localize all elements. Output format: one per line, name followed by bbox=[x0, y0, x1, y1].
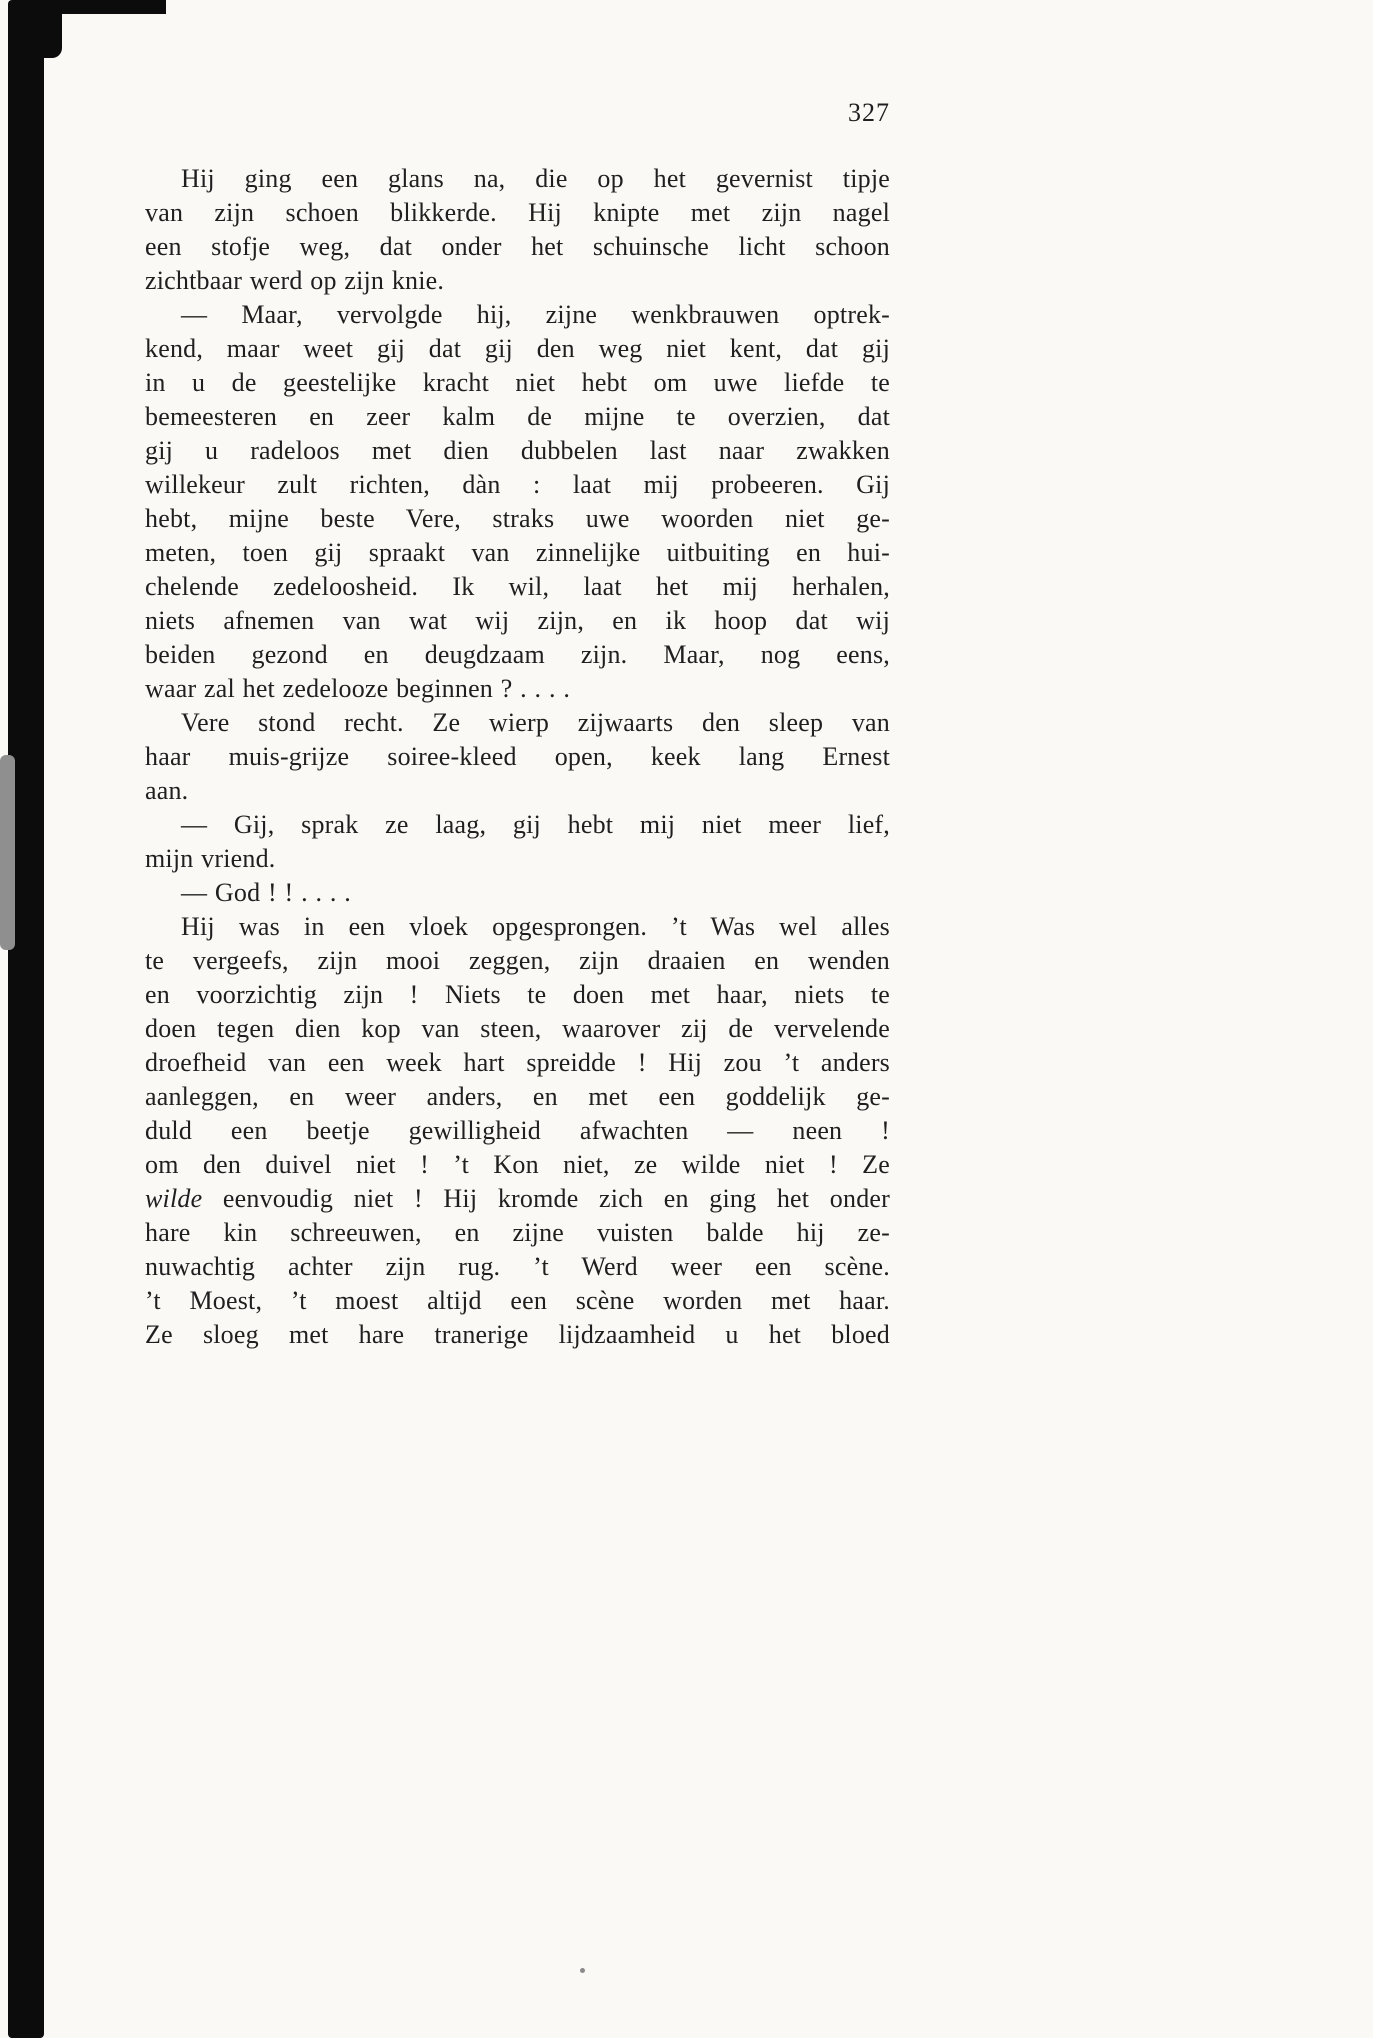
line-text: mijn vriend. bbox=[145, 844, 276, 873]
text-line bbox=[145, 298, 890, 332]
line-text: in u de geestelijke kracht niet hebt om uwe liefde te bbox=[145, 368, 890, 397]
text-line bbox=[145, 638, 890, 672]
text-line bbox=[145, 1046, 890, 1080]
line-text: waar zal het zedelooze beginnen ? . . . . bbox=[145, 674, 571, 703]
binding-corner-mark bbox=[30, 0, 62, 58]
text-line bbox=[145, 400, 890, 434]
text-line bbox=[145, 1182, 890, 1216]
text-line bbox=[145, 570, 890, 604]
line-text: — Gij, sprak ze laag, gij hebt mij niet meer lief, bbox=[181, 810, 890, 839]
line-text: bemeesteren en zeer kalm de mijne te overzien, dat bbox=[145, 402, 890, 431]
line-text: zichtbaar werd op zijn knie. bbox=[145, 266, 445, 295]
text-line bbox=[145, 944, 890, 978]
line-text: eenvoudig niet ! Hij kromde zich en ging het onder bbox=[202, 1184, 890, 1213]
line-text: doen tegen dien kop van steen, waarover zij de vervelende bbox=[145, 1014, 890, 1043]
text-line bbox=[145, 740, 890, 774]
line-text: beiden gezond en deugdzaam zijn. Maar, nog eens, bbox=[145, 640, 890, 669]
line-text: duld een beetje gewilligheid afwachten — neen ! bbox=[145, 1116, 890, 1145]
text-line bbox=[145, 162, 890, 196]
line-text: Hij ging een glans na, die op het gevernist tipje bbox=[181, 164, 890, 193]
line-text: te vergeefs, zijn mooi zeggen, zijn draaien en wenden bbox=[145, 946, 890, 975]
line-text: hare kin schreeuwen, en zijne vuisten balde hij ze- bbox=[145, 1218, 890, 1247]
line-text: van zijn schoen blikkerde. Hij knipte met zijn nagel bbox=[145, 198, 890, 227]
line-text: om den duivel niet ! ’t Kon niet, ze wilde niet ! Ze bbox=[145, 1150, 890, 1179]
line-text: Hij was in een vloek opgesprongen. ’t Was wel alles bbox=[181, 912, 890, 941]
page-content bbox=[145, 96, 890, 1352]
text-line bbox=[145, 1148, 890, 1182]
line-text: haar muis-grijze soiree-kleed open, keek lang Ernest bbox=[145, 742, 890, 771]
text-line bbox=[145, 978, 890, 1012]
text-line bbox=[145, 910, 890, 944]
line-text: ’t Moest, ’t moest altijd een scène worden met haar. bbox=[145, 1286, 890, 1315]
text-line bbox=[145, 536, 890, 570]
text-line bbox=[145, 774, 890, 808]
text-line bbox=[145, 502, 890, 536]
line-text: willekeur zult richten, dàn : laat mij probeeren. Gij bbox=[145, 470, 890, 499]
text-line bbox=[145, 1080, 890, 1114]
text-line bbox=[145, 1012, 890, 1046]
text-line bbox=[145, 1250, 890, 1284]
italic-text: wilde bbox=[145, 1184, 203, 1213]
line-text: nuwachtig achter zijn rug. ’t Werd weer een scène. bbox=[145, 1252, 890, 1281]
text-block bbox=[145, 162, 890, 1352]
line-text: — Maar, vervolgde hij, zijne wenkbrauwen optrek- bbox=[181, 300, 890, 329]
text-line bbox=[145, 1114, 890, 1148]
line-text: kend, maar weet gij dat gij den weg niet kent, dat gij bbox=[145, 334, 890, 363]
line-text: een stofje weg, dat onder het schuinsche licht schoon bbox=[145, 232, 890, 261]
binding-edge-bar bbox=[8, 0, 44, 2038]
text-line bbox=[145, 196, 890, 230]
line-text: chelende zedeloosheid. Ik wil, laat het mij herhalen, bbox=[145, 572, 890, 601]
text-line bbox=[145, 332, 890, 366]
text-line bbox=[145, 468, 890, 502]
line-text: niets afnemen van wat wij zijn, en ik hoop dat wij bbox=[145, 606, 890, 635]
text-line bbox=[145, 808, 890, 842]
text-line bbox=[145, 706, 890, 740]
line-text: Vere stond recht. Ze wierp zijwaarts den sleep van bbox=[181, 708, 890, 737]
line-text: en voorzichtig zijn ! Niets te doen met haar, niets te bbox=[145, 980, 890, 1009]
text-line bbox=[145, 604, 890, 638]
line-text: — God ! ! . . . . bbox=[181, 878, 351, 907]
scan-smudge bbox=[0, 755, 15, 950]
line-text: droefheid van een week hart spreidde ! Hij zou ’t anders bbox=[145, 1048, 890, 1077]
line-text: Ze sloeg met hare tranerige lijdzaamheid u het bloed bbox=[145, 1320, 890, 1349]
text-line bbox=[145, 1216, 890, 1250]
text-line bbox=[145, 842, 890, 876]
page-number: 327 bbox=[848, 98, 890, 127]
text-line bbox=[145, 1318, 890, 1352]
text-line bbox=[145, 230, 890, 264]
text-line bbox=[145, 366, 890, 400]
line-text: gij u radeloos met dien dubbelen last naar zwakken bbox=[145, 436, 890, 465]
text-line bbox=[145, 434, 890, 468]
text-line bbox=[145, 264, 890, 298]
text-line bbox=[145, 672, 890, 706]
line-text: meten, toen gij spraakt van zinnelijke uitbuiting en hui- bbox=[145, 538, 890, 567]
text-line bbox=[145, 1284, 890, 1318]
line-text: hebt, mijne beste Vere, straks uwe woorden niet ge- bbox=[145, 504, 890, 533]
line-text: aan. bbox=[145, 776, 189, 805]
line-text: aanleggen, en weer anders, en met een goddelijk ge- bbox=[145, 1082, 890, 1111]
text-line bbox=[145, 876, 890, 910]
scan-speck bbox=[580, 1968, 585, 1973]
